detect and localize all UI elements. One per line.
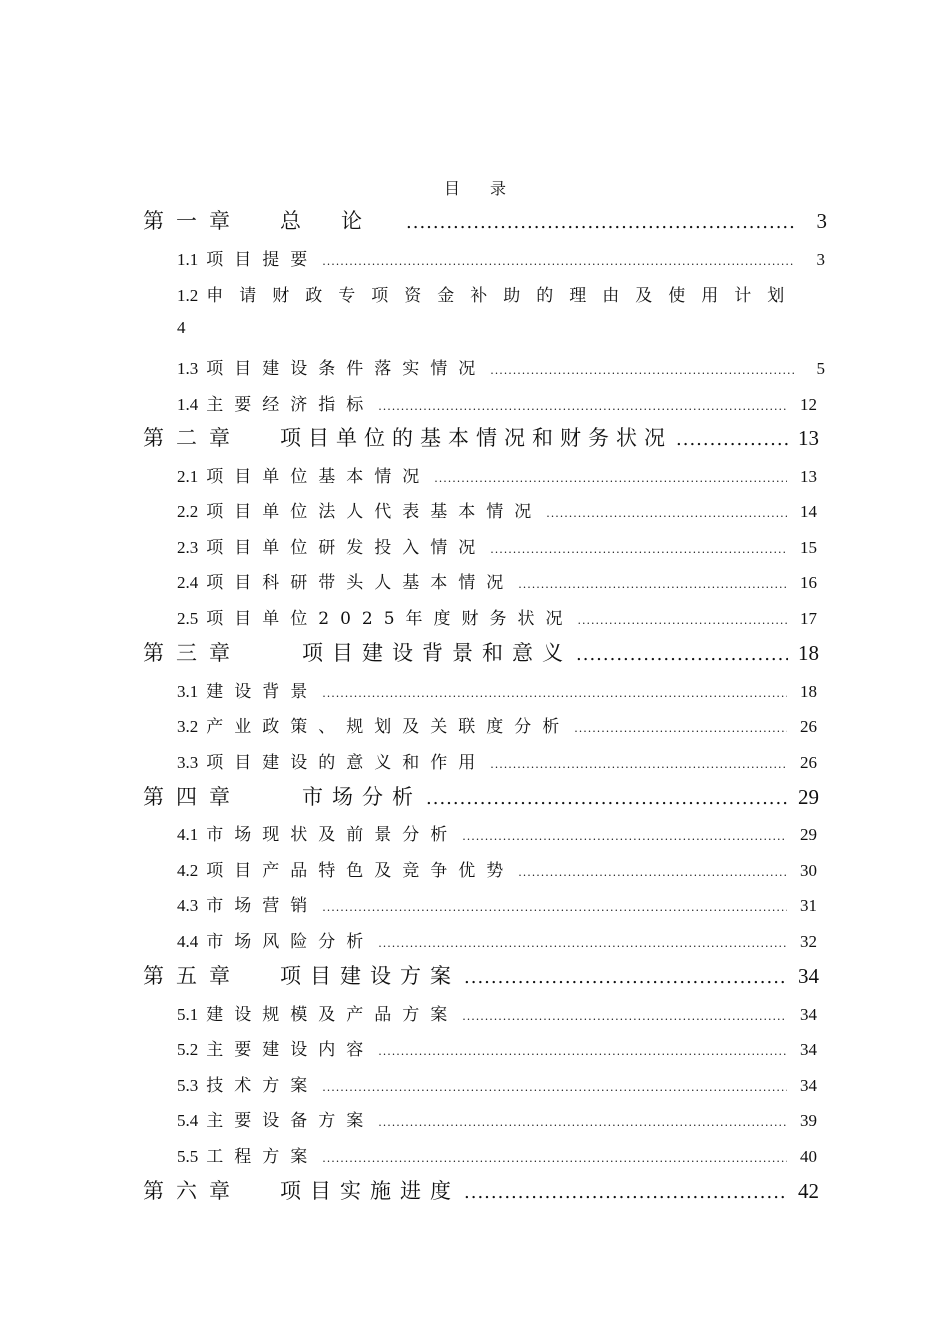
section-title: 项目建设条件落实情况 — [206, 359, 487, 379]
page-number: 18 — [798, 641, 819, 665]
section-number: 3.1 — [177, 682, 199, 701]
dot-leader — [378, 1045, 787, 1058]
toc-section-2-5[interactable] — [177, 604, 817, 630]
page-number: 34 — [798, 964, 819, 988]
section-title: 项目单位法人代表基本情况 — [206, 502, 543, 522]
dot-leader — [490, 758, 787, 771]
toc-chapter-6[interactable] — [143, 1175, 819, 1205]
chapter-number: 第四章 — [143, 785, 242, 809]
page-number: 29 — [800, 825, 817, 844]
page-number: 30 — [800, 861, 817, 880]
page-number: 4 — [177, 318, 186, 337]
dot-leader — [378, 1116, 787, 1129]
dot-leader — [434, 472, 787, 485]
dot-leader — [490, 364, 795, 377]
section-number: 5.3 — [177, 1076, 199, 1095]
page-number: 34 — [800, 1040, 817, 1059]
page-number: 31 — [800, 896, 817, 915]
toc-section-1-4[interactable] — [177, 390, 817, 416]
section-title: 市场风险分析 — [206, 932, 375, 952]
section-title: 申请财政专项资金补助的理由及使用计划 — [206, 286, 801, 306]
toc-section-4-1[interactable] — [177, 820, 817, 846]
toc-section-1-1[interactable] — [177, 245, 825, 271]
dot-leader — [462, 830, 787, 843]
section-title: 项目产品特色及竞争优势 — [206, 861, 515, 881]
dot-leader — [518, 866, 787, 879]
toc-chapter-4[interactable] — [143, 781, 819, 811]
section-title: 产业政策、规划及关联度分析 — [206, 717, 571, 737]
dot-leader — [464, 1182, 788, 1203]
section-number: 3.2 — [177, 717, 199, 736]
page-number: 26 — [800, 717, 817, 736]
section-number: 2.2 — [177, 502, 199, 521]
chapter-title: 总论 — [280, 209, 402, 233]
chapter-number: 第一章 — [143, 209, 242, 233]
section-number: 4.2 — [177, 861, 199, 880]
section-title: 主要建设内容 — [206, 1040, 375, 1060]
section-number: 1.3 — [177, 359, 199, 378]
section-title: 技术方案 — [206, 1076, 319, 1096]
chapter-title: 项目建设背景和意义 — [302, 641, 572, 665]
dot-leader — [518, 578, 787, 591]
toc-title: 目录 — [443, 179, 536, 198]
toc-section-5-4[interactable] — [177, 1106, 817, 1132]
section-number: 1.1 — [177, 250, 199, 269]
section-title: 市场营销 — [206, 896, 319, 916]
section-number: 2.3 — [177, 538, 199, 557]
dot-leader — [322, 1152, 787, 1165]
toc-chapter-3[interactable] — [143, 637, 819, 667]
toc-section-5-1[interactable] — [177, 1000, 817, 1026]
section-title: 主要经济指标 — [206, 395, 375, 415]
toc-chapter-5[interactable] — [143, 960, 819, 990]
page-number: 40 — [800, 1147, 817, 1166]
dot-leader — [378, 937, 787, 950]
section-title: 项目单位基本情况 — [206, 467, 431, 487]
dot-leader — [322, 1081, 787, 1094]
chapter-title: 项目建设方案 — [280, 964, 460, 988]
page-number: 34 — [800, 1005, 817, 1024]
page-number: 3 — [816, 250, 825, 269]
toc-section-2-4[interactable] — [177, 568, 817, 594]
section-number: 4.1 — [177, 825, 199, 844]
section-number: 5.1 — [177, 1005, 199, 1024]
section-number: 1.4 — [177, 395, 199, 414]
section-number: 5.4 — [177, 1111, 199, 1130]
page-number: 16 — [800, 573, 817, 592]
toc-section-4-3[interactable] — [177, 891, 817, 917]
section-number: 1.2 — [177, 286, 199, 305]
section-title: 项目科研带头人基本情况 — [206, 573, 515, 593]
section-title: 工程方案 — [206, 1147, 319, 1167]
section-title: 项目单位2025年度财务状况 — [206, 609, 574, 629]
toc-section-3-1[interactable] — [177, 677, 817, 703]
page-number: 5 — [816, 359, 825, 378]
toc-section-2-3[interactable] — [177, 533, 817, 559]
toc-section-5-5[interactable] — [177, 1142, 817, 1168]
toc-section-2-2[interactable] — [177, 497, 817, 523]
page-number: 34 — [800, 1076, 817, 1095]
chapter-number: 第五章 — [143, 964, 242, 988]
toc-section-1-2[interactable] — [177, 281, 800, 306]
chapter-number: 第二章 — [143, 426, 242, 450]
dot-leader — [578, 614, 787, 627]
section-number: 4.3 — [177, 896, 199, 915]
page-number: 13 — [798, 426, 819, 450]
dot-leader — [406, 212, 797, 233]
section-number: 5.2 — [177, 1040, 199, 1059]
page-number: 17 — [800, 609, 817, 628]
dot-leader — [426, 788, 788, 809]
section-title: 项目单位研发投入情况 — [206, 538, 487, 558]
section-number: 3.3 — [177, 753, 199, 772]
toc-section-4-2[interactable] — [177, 856, 817, 882]
page-number: 26 — [800, 753, 817, 772]
page-number: 42 — [798, 1179, 819, 1203]
page-number: 29 — [798, 785, 819, 809]
section-title: 市场现状及前景分析 — [206, 825, 459, 845]
toc-chapter-2[interactable] — [143, 422, 819, 452]
dot-leader — [576, 644, 788, 665]
page-number: 15 — [800, 538, 817, 557]
toc-section-2-1[interactable] — [177, 462, 817, 488]
page-number: 14 — [800, 502, 817, 521]
dot-leader — [464, 967, 788, 988]
dot-leader — [574, 722, 787, 735]
toc-section-5-3[interactable] — [177, 1071, 817, 1097]
page-number: 18 — [800, 682, 817, 701]
section-number: 2.1 — [177, 467, 199, 486]
chapter-title: 市场分析 — [302, 785, 422, 809]
section-title: 主要设备方案 — [206, 1111, 375, 1131]
page-number: 3 — [816, 209, 827, 233]
dot-leader — [322, 255, 795, 268]
section-title: 建设规模及产品方案 — [206, 1005, 459, 1025]
section-number: 2.5 — [177, 609, 199, 628]
toc-chapter-1[interactable] — [143, 205, 827, 235]
page-number: 32 — [800, 932, 817, 951]
dot-leader — [322, 687, 787, 700]
section-number: 4.4 — [177, 932, 199, 951]
toc-section-1-3[interactable] — [177, 354, 825, 380]
page-number: 12 — [800, 395, 817, 414]
chapter-title: 项目单位的基本情况和财务状况 — [280, 426, 672, 450]
dot-leader — [490, 543, 787, 556]
toc-section-3-3[interactable] — [177, 748, 817, 774]
toc-section-3-2[interactable] — [177, 712, 817, 738]
section-number: 2.4 — [177, 573, 199, 592]
chapter-number: 第六章 — [143, 1179, 242, 1203]
page-number: 13 — [800, 467, 817, 486]
toc-section-4-4[interactable] — [177, 927, 817, 953]
dot-leader — [462, 1010, 787, 1023]
section-title: 建设背景 — [206, 682, 319, 702]
section-title: 项目建设的意义和作用 — [206, 753, 487, 773]
dot-leader — [322, 901, 787, 914]
chapter-title: 项目实施进度 — [280, 1179, 460, 1203]
toc-section-5-2[interactable] — [177, 1035, 817, 1061]
page-number: 39 — [800, 1111, 817, 1130]
section-number: 5.5 — [177, 1147, 199, 1166]
dot-leader — [676, 429, 788, 450]
dot-leader — [378, 400, 787, 413]
chapter-number: 第三章 — [143, 641, 242, 665]
dot-leader — [546, 507, 787, 520]
section-title: 项目提要 — [206, 250, 319, 270]
